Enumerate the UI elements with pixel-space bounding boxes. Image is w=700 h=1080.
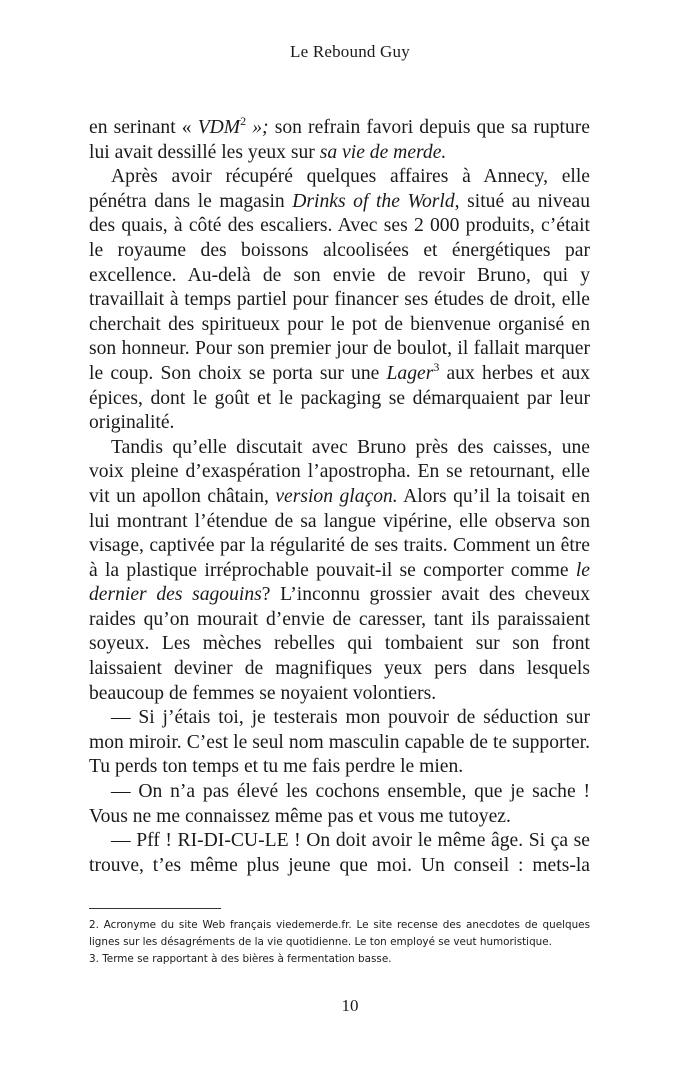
paragraph-3	[89, 436, 590, 707]
footnote-3: 3. Terme se rapportant à des bières à fermentation basse.	[89, 953, 392, 965]
italic-run: version glaçon.	[275, 485, 398, 507]
body-text	[89, 116, 590, 878]
italic-run: VDM	[197, 117, 241, 138]
italic-run: le dernier des sagouins	[89, 559, 590, 606]
text-run: — On n’a pas élevé les cochons ensemble, que je sache ! Vous ne me connaissez même pas et vous me tutoyez.	[89, 781, 590, 827]
text-run: — Si j’étais toi, je testerais mon pouvoir de séduction sur mon miroir. C’est le seul nom masculin capable de te supporter. Tu perds ton temps et tu me fais perdre le mien.	[89, 707, 590, 778]
dialogue-line-1	[89, 706, 590, 780]
italic-run: »;	[246, 117, 269, 138]
text-run: Tandis qu’elle discutait avec Bruno près des caisses, une voix pleine d’exaspération l’apostropha. En se retournant, elle vit un apollon châtain,	[89, 436, 590, 507]
footnotes	[89, 917, 590, 968]
text-run: , situé au niveau des quais, à côté des escaliers. Avec ses 2 000 produits, c’était le royaume des boissons alcoolisées et énergétiques par excellence. Au-delà de son envie de revoir Bruno, qui y travaillait à temps partiel pour financer ses études de droit, elle cherchait des spiritueux pour le pot de bienvenue organisé en son honneur. Pour son premier jour de boulot, il fallait marquer le coup. Son choix se porta sur une	[89, 190, 590, 384]
dialogue-line-3	[89, 829, 590, 878]
footnote-ref-2: 2	[240, 114, 247, 128]
paragraph-2	[89, 165, 590, 436]
footnote-divider	[89, 908, 221, 909]
text-run: en serinant «	[89, 117, 198, 138]
dialogue-line-2	[89, 780, 590, 829]
text-run: — Pff ! RI-DI-CU-LE ! On doit avoir le même âge. Si ça se trouve, t’es même plus jeune que moi. Un conseil : mets-la	[89, 830, 590, 876]
text-run: son refrain favori depuis que sa rupture lui avait dessillé les yeux sur	[89, 117, 590, 163]
italic-run: Lager	[386, 362, 434, 384]
text-run: ? L’inconnu grossier avait des cheveux raides qu’on mourait d’envie de caresser, tant ils paraissaient soyeux. Les mèches rebelles qui tombaient sur son front laissaient deviner de magnifiques yeux pers dans lesquels beaucoup de femmes se noyaient volontiers.	[89, 584, 590, 704]
text-run: Après avoir récupéré quelques affaires à Annecy, elle pénétra dans le magasin	[89, 166, 590, 212]
text-run: aux herbes et aux épices, dont le goût et le packaging se démarquaient par leur originalité.	[89, 362, 590, 434]
footnote-2: 2. Acronyme du site Web français viedemerde.fr. Le site recense des anecdotes de quelques lignes sur les désagréments de la vie quotidienne. Le ton employé se veut humoristique.	[89, 919, 590, 948]
paragraph-1	[89, 116, 590, 165]
italic-run: Drinks of the World	[292, 190, 455, 212]
footnote-ref-3: 3	[433, 359, 440, 374]
text-run: Alors qu’il la toisait en lui montrant l’étendue de sa langue vipérine, elle observa son visage, captivée par la régularité de ses traits. Comment un être à la plastique irréprochable pouvait-il se comporter comme	[89, 485, 590, 581]
page-number: 10	[341, 996, 359, 1015]
running-title: Le Rebound Guy	[290, 42, 410, 61]
italic-run: sa vie de merde.	[319, 141, 447, 163]
